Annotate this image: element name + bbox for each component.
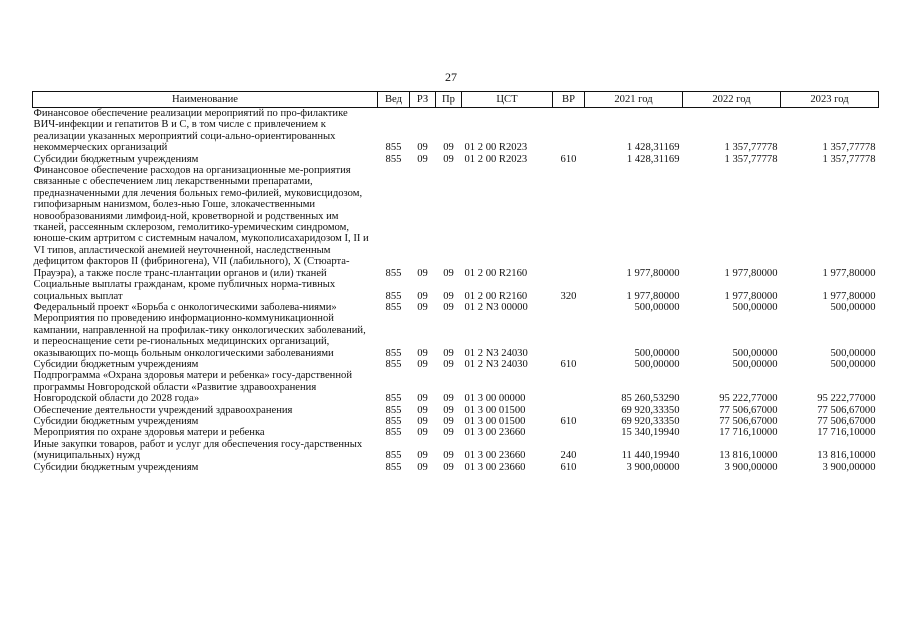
cell-y2021: 1 977,80000 [626,290,680,302]
cell-name: Субсидии бюджетным учреждениям [33,415,199,427]
cell-name: Субсидии бюджетным учреждениям [33,461,199,473]
cell-cst: 01 3 00 23660 [464,427,526,439]
cell-y2023: 3 900,00000 [822,461,876,473]
cell-cst: 01 2 00 R2160 [464,290,528,302]
cell-vr: 320 [560,290,577,302]
table-row [33,405,879,416]
cell-ved: 855 [385,267,402,279]
table-row [33,154,879,165]
cell-y2023: 1 977,80000 [822,267,876,279]
cell-rz: 09 [417,461,428,473]
cell-rz: 09 [417,415,428,427]
cell-y2021: 1 428,31169 [626,153,680,165]
cell-pr: 09 [443,415,454,427]
cell-vr [553,405,585,416]
cell-rz: 09 [417,347,428,359]
cell-name: Подпрограмма «Охрана здоровья матери и ребенка» госу-дарственной программы Новгородской области «Развитие здравоохранения Новгородской области до 2028 года» [33,370,352,405]
cell-ved: 855 [385,301,402,313]
cell-y2021: 1 428,31169 [626,142,680,154]
cell-cst: 01 2 N3 24030 [464,358,528,370]
table-row [33,439,879,462]
cell-y2023: 500,00000 [830,347,876,359]
cell-y2023: 500,00000 [830,358,876,370]
cell-vr: 610 [560,461,577,473]
cell-ved: 855 [385,393,402,405]
cell-y2023: 13 816,10000 [817,450,876,462]
cell-ved: 855 [385,142,402,154]
cell-rz: 09 [417,393,428,405]
table-row [33,370,879,404]
cell-cst: 01 2 N3 24030 [464,347,528,359]
header-2022: 2022 год [683,92,781,108]
cell-pr: 09 [443,347,454,359]
cell-y2022: 500,00000 [732,358,778,370]
cell-rz: 09 [417,427,428,439]
cell-y2021: 3 900,00000 [626,461,680,473]
header-rz: РЗ [410,92,436,108]
cell-vr [553,165,585,279]
budget-table [32,91,879,473]
cell-name: Мероприятия по охране здоровья матери и ребенка [33,427,265,439]
header-2023: 2023 год [781,92,879,108]
table-row [33,108,879,154]
cell-cst: 01 3 00 00000 [464,393,526,405]
cell-cst: 01 3 00 23660 [464,461,526,473]
cell-y2021: 69 920,33350 [621,415,680,427]
cell-pr: 09 [443,393,454,405]
cell-name: Обеспечение деятельности учреждений здравоохранения [33,404,293,416]
cell-pr: 09 [443,153,454,165]
cell-vr [553,108,585,154]
cell-rz: 09 [417,142,428,154]
cell-name: Субсидии бюджетным учреждениям [33,358,199,370]
table-row [33,359,879,370]
cell-vr [553,427,585,438]
header-cst: ЦСТ [462,92,553,108]
cell-ved: 855 [385,347,402,359]
cell-cst: 01 3 00 01500 [464,404,526,416]
header-name: Наименование [33,92,378,108]
cell-cst: 01 2 00 R2160 [464,267,528,279]
header-pr: Пр [436,92,462,108]
cell-y2023: 1 357,77778 [822,153,876,165]
table-header-row [33,92,879,108]
cell-name: Мероприятия по проведению информационно-коммуникационной кампании, направленной на профилак-тику онкологических заболеваний, и переоснащение сети ре-гиональных медицинских организаций, оказывающих по-мощь больным онкологическими заболеваниями [33,313,366,359]
cell-vr: 240 [560,450,577,462]
cell-vr [553,370,585,404]
cell-name: Иные закупки товаров, работ и услуг для обеспечения госу-дарственных (муниципальных) нужд [33,438,363,462]
cell-rz: 09 [417,301,428,313]
cell-y2022: 500,00000 [732,301,778,313]
cell-y2023: 1 977,80000 [822,290,876,302]
cell-cst: 01 2 N3 00000 [464,301,528,313]
cell-y2021: 500,00000 [634,358,680,370]
cell-pr: 09 [443,461,454,473]
cell-name: Федеральный проект «Борьба с онкологическими заболева-ниями» [33,301,337,313]
cell-y2021: 1 977,80000 [626,267,680,279]
cell-vr [553,302,585,313]
cell-y2023: 500,00000 [830,301,876,313]
cell-rz: 09 [417,358,428,370]
cell-name: Финансовое обеспечение расходов на организационные ме-роприятия связанные с обеспечением лиц лекарственными препаратами, предназначенными для лечения больных гемо-филией, муковисцидозом, гипофизарным нанизмом, болез-нью Гоше, злокачественными новообразованиями лимфоид-ной, кроветворной и родственных им тканей, рассеянным склерозом, гемолитико-уремическим синдромом, юноше-ским артритом с системным началом, мукополисахаридозом I, II и VI типов, апластической анемией неуточненной, наследственным дефицитом факторов II (фибриногена), VII (лабильного), X (Стюарта-Прауэра), а также после транс-плантации органов и (или) тканей [33,165,369,279]
cell-y2023: 1 357,77778 [822,142,876,154]
cell-cst: 01 2 00 R2023 [464,142,528,154]
cell-rz: 09 [417,404,428,416]
cell-pr: 09 [443,358,454,370]
cell-cst: 01 3 00 23660 [464,450,526,462]
table-body [33,108,879,474]
cell-y2023: 17 716,10000 [817,427,876,439]
table-row [33,462,879,473]
cell-cst: 01 3 00 01500 [464,415,526,427]
cell-y2022: 95 222,77000 [719,393,778,405]
cell-ved: 855 [385,153,402,165]
cell-ved: 855 [385,404,402,416]
cell-cst: 01 2 00 R2023 [464,153,528,165]
cell-y2022: 77 506,67000 [719,404,778,416]
cell-y2021: 500,00000 [634,347,680,359]
cell-y2022: 17 716,10000 [719,427,778,439]
cell-y2021: 69 920,33350 [621,404,680,416]
cell-y2022: 1 357,77778 [724,153,778,165]
cell-ved: 855 [385,358,402,370]
cell-y2023: 77 506,67000 [817,404,876,416]
cell-y2021: 11 440,19940 [621,450,680,462]
cell-pr: 09 [443,427,454,439]
cell-rz: 09 [417,153,428,165]
cell-vr: 610 [560,153,577,165]
table-row [33,427,879,438]
header-ved: Вед [378,92,410,108]
cell-y2023: 77 506,67000 [817,415,876,427]
cell-vr: 610 [560,358,577,370]
table-row [33,279,879,302]
header-2021: 2021 год [585,92,683,108]
cell-rz: 09 [417,290,428,302]
cell-pr: 09 [443,404,454,416]
cell-name: Субсидии бюджетным учреждениям [33,153,199,165]
cell-pr: 09 [443,142,454,154]
cell-pr: 09 [443,267,454,279]
cell-y2022: 1 977,80000 [724,290,778,302]
table-row [33,313,879,359]
cell-pr: 09 [443,290,454,302]
cell-ved: 855 [385,461,402,473]
cell-y2022: 1 977,80000 [724,267,778,279]
page-number: 27 [445,70,457,84]
cell-rz: 09 [417,450,428,462]
cell-y2023: 95 222,77000 [817,393,876,405]
cell-y2022: 77 506,67000 [719,415,778,427]
cell-y2021: 85 260,53290 [621,393,680,405]
cell-ved: 855 [385,450,402,462]
cell-y2022: 1 357,77778 [724,142,778,154]
cell-y2021: 500,00000 [634,301,680,313]
cell-name: Социальные выплаты гражданам, кроме публичных норма-тивных социальных выплат [33,279,336,302]
header-vr: ВР [553,92,585,108]
cell-y2022: 500,00000 [732,347,778,359]
cell-pr: 09 [443,301,454,313]
table-row [33,165,879,279]
cell-y2022: 3 900,00000 [724,461,778,473]
table-row [33,416,879,427]
cell-rz: 09 [417,267,428,279]
cell-ved: 855 [385,290,402,302]
cell-ved: 855 [385,415,402,427]
cell-ved: 855 [385,427,402,439]
cell-y2021: 15 340,19940 [621,427,680,439]
table-row [33,302,879,313]
cell-pr: 09 [443,450,454,462]
cell-y2022: 13 816,10000 [719,450,778,462]
cell-name: Финансовое обеспечение реализации мероприятий по про-филактике ВИЧ-инфекции и гепатитов В и С, в том числе с привлечением к реализации указанных мероприятий соци-ально-ориентированных некоммерческих организаций [33,108,348,154]
cell-vr [553,313,585,359]
cell-vr: 610 [560,415,577,427]
